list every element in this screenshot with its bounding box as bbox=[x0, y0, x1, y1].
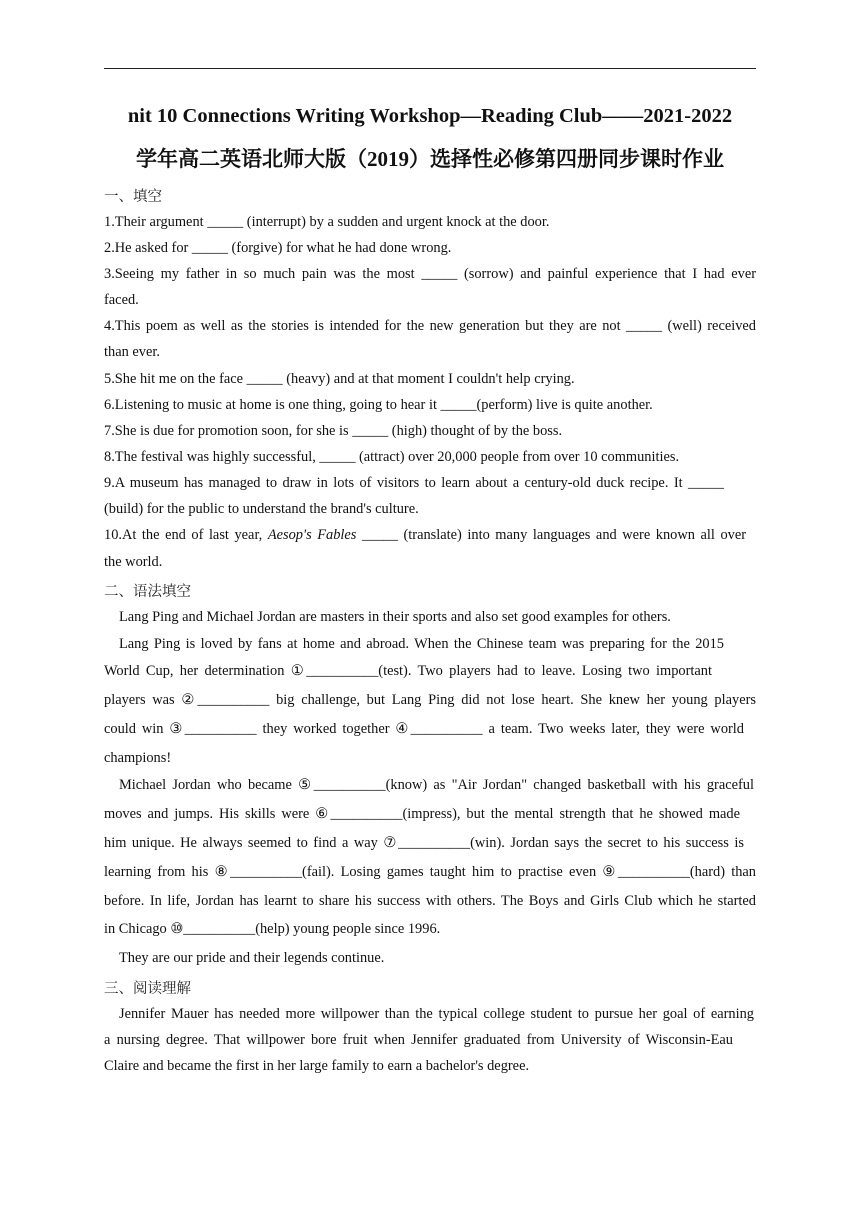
question-4-line-1: 4.This poem as well as the stories is intended for the new generation but they are not _____ (well) received bbox=[104, 318, 756, 334]
reading-p1-line-2: a nursing degree. That willpower bore fruit when Jennifer graduated from University of Wisconsin-Eau bbox=[104, 1032, 733, 1048]
reading-p1-line-1: Jennifer Mauer has needed more willpower than the typical college student to pursue her goal of earning bbox=[119, 1006, 754, 1022]
grammar-p2-line-5: champions! bbox=[104, 750, 172, 766]
doc-title-line-2: 学年高二英语北师大版（2019）选择性必修第四册同步课时作业 bbox=[136, 147, 724, 171]
question-10-prefix: 10.At the end of last year, bbox=[104, 527, 268, 543]
grammar-p2-line-3: players was ②__________ big challenge, but Lang Ping did not lose heart. She knew her young players bbox=[104, 692, 756, 708]
question-3-line-2: faced. bbox=[104, 292, 139, 308]
reading-p1-line-3: Claire and became the first in her large family to earn a bachelor's degree. bbox=[104, 1058, 530, 1074]
question-6: 6.Listening to music at home is one thing, going to hear it _____(perform) live is quite another. bbox=[104, 397, 653, 413]
grammar-p2-line-4: could win ③__________ they worked together ④__________ a team. Two weeks later, they were world bbox=[104, 721, 744, 737]
question-10-book-title: Aesop's Fables bbox=[267, 527, 357, 543]
section-heading-fill-in: 一、填空 bbox=[104, 189, 162, 205]
question-3-line-1: 3.Seeing my father in so much pain was the most _____ (sorrow) and painful experience that I had ever bbox=[104, 266, 756, 282]
question-10-suffix: _____ (translate) into many languages and were known all over bbox=[356, 527, 747, 543]
grammar-p3-line-3: him unique. He always seemed to find a way ⑦__________(win). Jordan says the secret to his success is bbox=[104, 835, 744, 851]
header-rule bbox=[104, 68, 756, 69]
grammar-p3-line-4: learning from his ⑧__________(fail). Losing games taught him to practise even ⑨__________(hard) than bbox=[104, 864, 756, 880]
question-8: 8.The festival was highly successful, _____ (attract) over 20,000 people from over 10 communities. bbox=[104, 449, 680, 465]
question-4-line-2: than ever. bbox=[104, 344, 160, 360]
question-1: 1.Their argument _____ (interrupt) by a sudden and urgent knock at the door. bbox=[104, 214, 550, 230]
section-heading-grammar: 二、语法填空 bbox=[104, 584, 191, 600]
grammar-p3-line-2: moves and jumps. His skills were ⑥__________(impress), but the mental strength that he showed made bbox=[104, 806, 740, 822]
grammar-p3-line-6: in Chicago ⑩__________(help) young people since 1996. bbox=[104, 921, 441, 937]
question-9-line-2: (build) for the public to understand the brand's culture. bbox=[104, 501, 419, 517]
grammar-p3-line-5: before. In life, Jordan has learnt to share his success with others. The Boys and Girls Club which he started bbox=[104, 893, 756, 909]
doc-title-line-1: nit 10 Connections Writing Workshop—Reading Club——2021-2022 bbox=[127, 105, 733, 127]
grammar-p2-line-1: Lang Ping is loved by fans at home and abroad. When the Chinese team was preparing for the 2015 bbox=[119, 636, 724, 652]
grammar-p2-line-2: World Cup, her determination ①__________(test). Two players had to leave. Losing two important bbox=[104, 663, 712, 679]
question-5: 5.She hit me on the face _____ (heavy) and at that moment I couldn't help crying. bbox=[104, 371, 575, 387]
question-2: 2.He asked for _____ (forgive) for what he had done wrong. bbox=[104, 240, 452, 256]
question-10-line-2: the world. bbox=[104, 554, 163, 570]
grammar-paragraph-4: They are our pride and their legends continue. bbox=[119, 950, 385, 966]
section-heading-reading: 三、阅读理解 bbox=[104, 981, 191, 997]
grammar-paragraph-1: Lang Ping and Michael Jordan are masters in their sports and also set good examples for others. bbox=[119, 609, 671, 625]
grammar-p3-line-1: Michael Jordan who became ⑤__________(know) as "Air Jordan" changed basketball with his graceful bbox=[119, 777, 754, 793]
question-9-line-1: 9.A museum has managed to draw in lots of visitors to learn about a century-old duck recipe. It _____ bbox=[104, 475, 724, 491]
question-10-line-1 bbox=[104, 527, 746, 544]
question-7: 7.She is due for promotion soon, for she is _____ (high) thought of by the boss. bbox=[104, 423, 563, 439]
